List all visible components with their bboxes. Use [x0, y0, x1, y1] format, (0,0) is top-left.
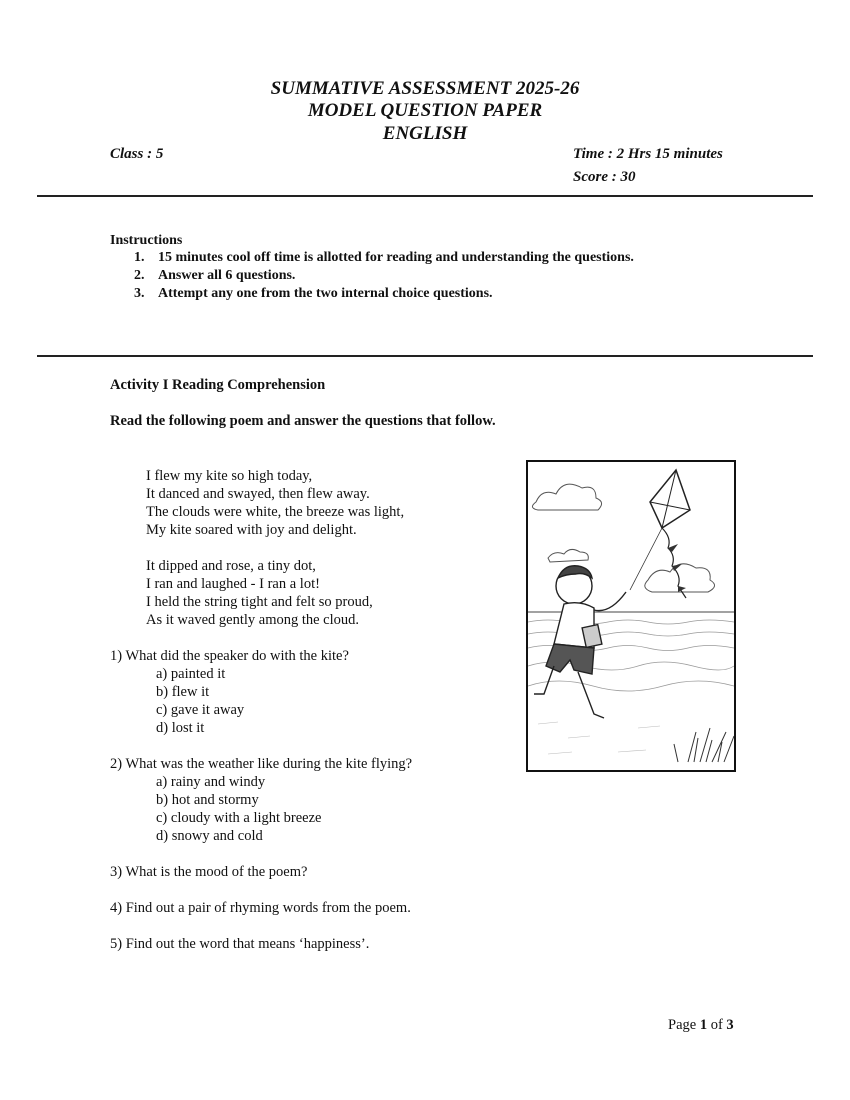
current-page: 1: [699, 1017, 708, 1033]
score-label: Score : 30: [573, 169, 636, 185]
instructions-list: [110, 249, 810, 303]
poem-stanza-2: [146, 557, 516, 629]
poem-line: I flew my kite so high today,: [146, 468, 313, 484]
question-4: 4) Find out a pair of rhyming words from the poem.: [110, 900, 411, 916]
page-indicator: Page 1 of 3: [668, 1017, 734, 1033]
option-b: b) hot and stormy: [156, 792, 259, 808]
poem-line: As it waved gently among the cloud.: [146, 612, 360, 628]
option-a: a) painted it: [156, 666, 226, 682]
poem-line: I held the string tight and felt so proud,: [146, 594, 373, 610]
boy-figure-icon: [534, 566, 626, 718]
sand-texture-icon: [538, 722, 660, 754]
question-text: 2) What was the weather like during the kite flying?: [110, 756, 413, 772]
poem-line: I ran and laughed - I ran a lot!: [146, 576, 320, 592]
question-text: 1) What did the speaker do with the kite?: [110, 648, 349, 664]
activity-prompt: Read the following poem and answer the questions that follow.: [110, 413, 496, 429]
instructions-section: [110, 233, 810, 303]
time-label: Time : 2 Hrs 15 minutes: [573, 146, 723, 162]
poem-line: The clouds were white, the breeze was light,: [146, 504, 405, 520]
cloud-shape: [548, 549, 588, 562]
option-c: c) cloudy with a light breeze: [156, 810, 322, 826]
question-3: 3) What is the mood of the poem?: [110, 864, 308, 880]
paper-title: SUMMATIVE ASSESSMENT 2025-26: [270, 78, 580, 99]
option-d: d) lost it: [156, 720, 205, 736]
class-label: Class : 5: [110, 146, 164, 162]
grass-icon: [674, 728, 734, 762]
instructions-divider: [37, 355, 813, 357]
option-c: c) gave it away: [156, 702, 245, 718]
instruction-item: 3. Attempt any one from the two internal choice questions.: [134, 286, 493, 301]
instructions-heading: Instructions: [110, 233, 183, 248]
kite-string-icon: [630, 528, 662, 590]
instruction-item: 1. 15 minutes cool off time is allotted for reading and understanding the questions.: [134, 250, 634, 265]
instruction-item: 2. Answer all 6 questions.: [134, 268, 296, 283]
paper-subtitle: MODEL QUESTION PAPER: [307, 100, 543, 121]
poem-line: My kite soared with joy and delight.: [146, 522, 357, 538]
boy-flying-kite-drawing: [528, 462, 734, 770]
poem: [146, 467, 516, 647]
poem-line: It dipped and rose, a tiny dot,: [146, 558, 316, 574]
total-pages: 3: [726, 1017, 734, 1033]
header-divider: [37, 195, 813, 197]
kite-illustration: [526, 460, 736, 772]
cloud-shape: [532, 484, 601, 510]
option-a: a) rainy and windy: [156, 774, 266, 790]
subject-title: ENGLISH: [382, 123, 468, 144]
poem-line: It danced and swayed, then flew away.: [146, 486, 370, 502]
questions-section: [110, 647, 520, 953]
question-1: [110, 647, 520, 737]
poem-stanza-1: [146, 467, 516, 539]
activity-heading: Activity I Reading Comprehension: [110, 377, 326, 393]
question-2: [110, 755, 520, 845]
kite-icon: [650, 470, 690, 598]
option-d: d) snowy and cold: [156, 828, 263, 844]
question-5: 5) Find out the word that means ‘happiness’.: [110, 936, 370, 952]
option-b: b) flew it: [156, 684, 210, 700]
